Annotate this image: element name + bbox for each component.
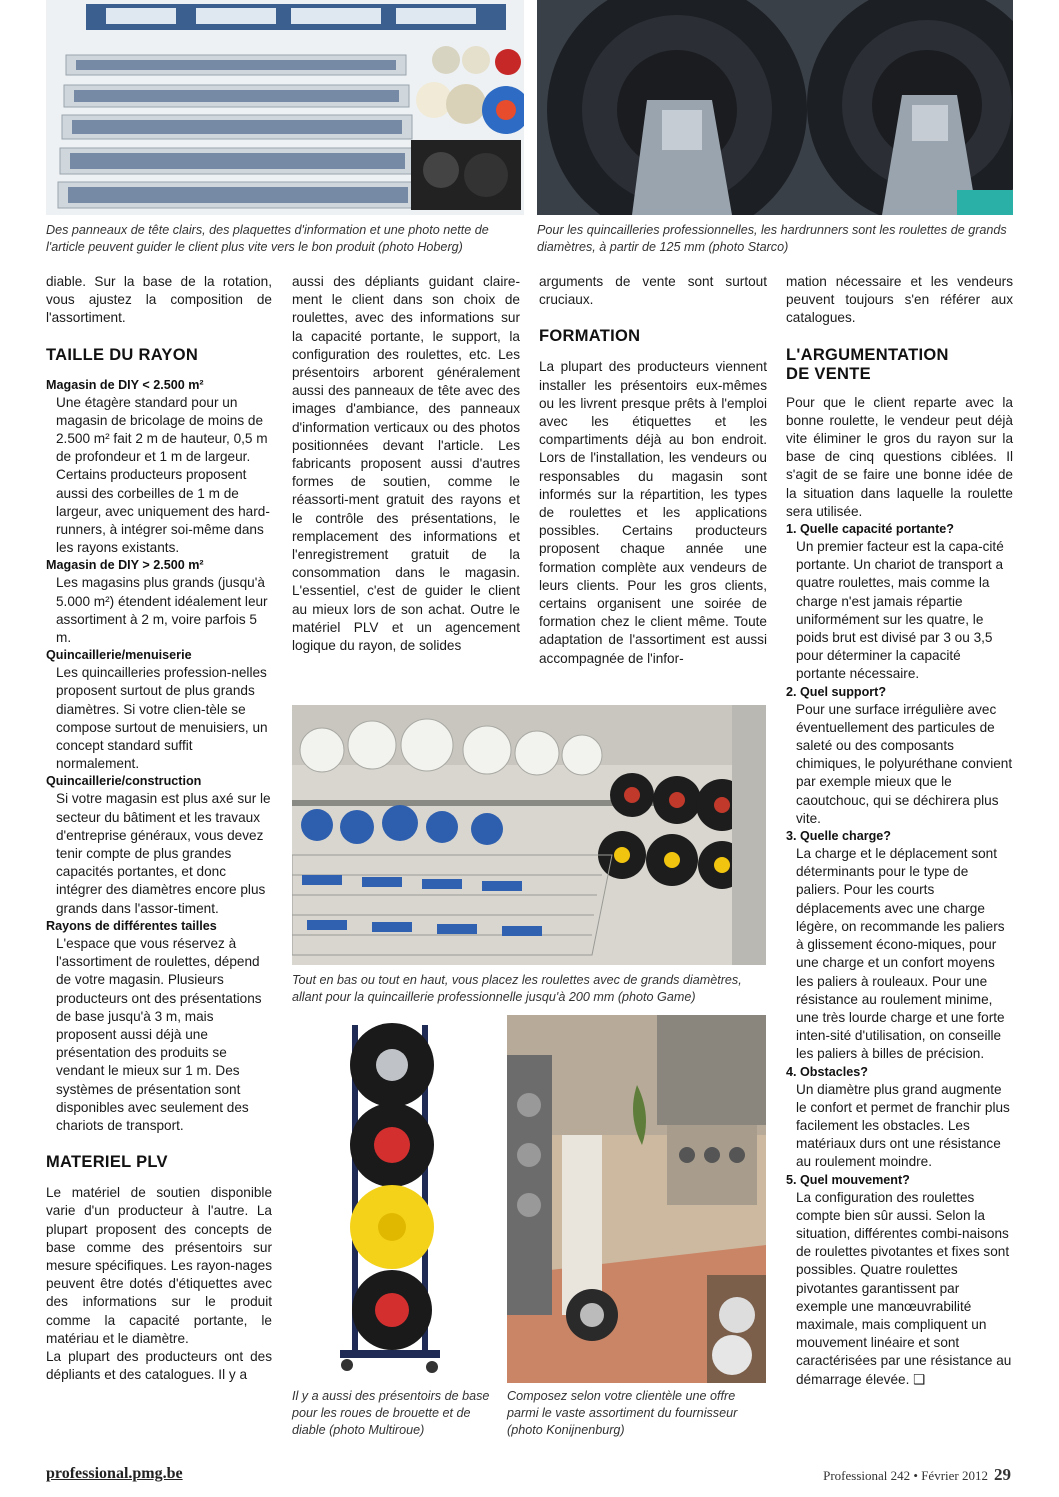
column-3 [539, 273, 767, 668]
col1-para-diy-small: Une étagère standard pour un magasin de bricolage de moins de 2.500 m² fait 2 m de hauteur, 0,5 m de profondeur et 1 m de largeur. Certains producteurs proposent aussi des corbeilles de 1 m de largeur, avec uniquement des hard-runners, à intégrer soi-même dans les rayons existants. [56, 394, 270, 556]
col1-para-diy-large: Les magasins plus grands (jusqu'à 5.000 m²) étendent idéalement leur assortiment à 2 m, voire parfois 5 m. [56, 575, 268, 646]
caption-bottom-left: Il y a aussi des présentoirs de base pour les roues de brouette et de diable (photo Multiroue) [292, 1389, 490, 1437]
subheading-rayons-tailles: Rayons de différentes tailles [46, 918, 217, 933]
heading-taille-du-rayon: TAILLE DU RAYON [46, 345, 199, 364]
subheading-quincaillerie-menuiserie: Quincaillerie/menuiserie [46, 648, 192, 663]
question-5: 5. Quel mouvement? [786, 1172, 910, 1187]
col1-para-construction: Si votre magasin est plus axé sur le secteur du bâtiment et les travaux d'entreprise généraux, vous devez tenir compte de plus grandes capacités portantes, et donc intégrer des diamètres encore plus grands dans l'assor-timent. [56, 791, 271, 916]
caption-bottom-right: Composez selon votre clientèle une offre parmi le vaste assortiment du fournisseur (photo Konijnenburg) [507, 1389, 738, 1437]
footer-issue: Professional 242 • Février 2012 [823, 1468, 988, 1483]
col4-para-argumentation: Pour que le client reparte avec la bonne roulette, le vendeur peut déjà vite éliminer le gros du rayon sur la base de cinq questions ciblées. Il s'agit de se faire une bonne idée de la situation dans laquelle la roulette sera utilisée. [786, 394, 1013, 519]
col3-intro: arguments de vente sont surtout cruciaux. [539, 274, 767, 308]
shelving-illustration [46, 0, 524, 215]
photo-hardrunner-wheels [537, 0, 1013, 215]
subheading-diy-large: Magasin de DIY > 2.500 m² [46, 558, 204, 573]
heading-argumentation-line2: DE VENTE [786, 364, 871, 383]
question-3: 3. Quelle charge? [786, 829, 891, 844]
question-1: 1. Quelle capacité portante? [786, 522, 954, 537]
answer-5: La configuration des roulettes compte bien sûr aussi. Selon la situation, différentes combi-naisons de roulettes pivotantes et fixes sont possibles. Quatre roulettes pivotantes garantissent par exemple une manœuvrabilité maximale, mais compliquent un mouvement linéaire et sont caractérisées par une résistance au démarrage élevée. ❑ [796, 1189, 1012, 1387]
answer-2: Pour une surface irrégulière avec éventuellement des particules de saleté ou des composants chimiques, le polyuréthane convient par exemple mieux que le caoutchouc, qui se déchirera plus vite. [796, 701, 1013, 826]
question-2: 2. Quel support? [786, 684, 887, 699]
col1-intro: diable. Sur la base de la rotation, vous ajustez la composition de l'assortiment. [46, 274, 272, 326]
heading-materiel-plv: MATERIEL PLV [46, 1153, 168, 1172]
heading-formation: FORMATION [539, 327, 641, 346]
wheel-stand-illustration [292, 1015, 492, 1383]
column-4 [786, 273, 1013, 1389]
answer-1: Un premier facteur est la capa-cité portante. Un chariot de transport a quatre roulettes, mais comme la charge n'est jamais répartie uniformément sur les quatre, le poids brut est divisé par 3 ou 3,5 pour déterminer la capacité portante nécessaire. [796, 539, 1004, 682]
photo-showroom [507, 1015, 766, 1383]
footer-website[interactable]: professional.pmg.be [46, 1465, 183, 1482]
caption-top-left: Des panneaux de tête clairs, des plaquettes d'information et une photo nette de l'article peuvent guider le client plus vite vers le bon produit (photo Hoberg) [46, 223, 489, 254]
footer-issue-info [823, 1465, 1011, 1485]
col4-intro: mation nécessaire et les vendeurs peuvent toujours s'en référer aux catalogues. [786, 274, 1013, 326]
col1-para-rayons: L'espace que vous réservez à l'assortiment de roulettes, dépend de votre magasin. Plusieurs producteurs ont des présentations de base jusqu'à 3 m, mais proposent aussi déjà une présentation des produits se vendant le mieux sur 1 m. Des systèmes de présentation sont disponibles avec seulement des chariots de transport. [56, 935, 262, 1133]
answer-3: La charge et le déplacement sont déterminants pour le type de paliers. Pour les courts déplacements avec une charge légère, on recommande les paliers à glissement écono-miques, pour une charge et un confort moyens les paliers à rouleaux. Pour une résistance au roulement minime, une très lourde charge et une forte inten-sité d'utilisation, on conseille les paliers à billes de précision. [796, 846, 1005, 1062]
heading-argumentation-line1: L'ARGUMENTATION [786, 345, 949, 364]
question-4: 4. Obstacles? [786, 1064, 868, 1079]
subheading-diy-small: Magasin de DIY < 2.500 m² [46, 377, 204, 392]
column-1 [46, 273, 272, 1384]
page-number: 29 [994, 1465, 1011, 1484]
col1-para-menuiserie: Les quincailleries profession-nelles proposent surtout de plus grands diamètres. Si votre clien-tèle se compose surtout de menuisiers, un concept standard suffit normalement. [56, 665, 268, 772]
store-display-illustration [292, 705, 766, 965]
subheading-quincaillerie-construction: Quincaillerie/construction [46, 774, 202, 789]
answer-4: Un diamètre plus grand augmente le confort et permet de franchir plus facilement les obstacles. Les matériaux durs ont une résistance au roulement moindre. [796, 1081, 1010, 1170]
caption-middle: Tout en bas ou tout en haut, vous placez les roulettes avec de grands diamètres, allant pour la quincaillerie professionnelle jusqu'à 200 mm (photo Game) [292, 973, 742, 1004]
showroom-illustration [507, 1015, 766, 1383]
photo-wheel-stand [292, 1015, 492, 1383]
photo-shelving-display [46, 0, 524, 215]
col1-para-depliants: La plupart des producteurs ont des dépliants et des catalogues. Il y a [46, 1348, 272, 1383]
column-2 [292, 273, 520, 655]
col2-para: aussi des dépliants guidant claire-ment le client dans son choix de roulettes, avec des informations sur la capacité portante, le support, la configuration des roulettes, etc. Les présentoirs arborent généralement aussi des panneaux de tête avec des images d'ambiance, des panneaux d'information verticaux ou des photos positionnées devant l'article. Les fabricants proposent aussi d'autres formes de soutien, comme le réassorti-ment gratuit des rayons et le contrôle des présentations, le remplacement des informations et l'enregistrement gratuit de la consommation dans le magasin. L'essentiel, c'est de guider le client au mieux lors de son achat. Outre le matériel PLV et un agencement logique du rayon, de solides [292, 274, 520, 654]
col3-para-formation: La plupart des producteurs viennent installer les présentoirs eux-mêmes ou les livrent presque prêts à l'emploi avec les étiquettes et les compartiments déjà au bon endroit. Lors de l'installation, les vendeurs ou responsables du magasin sont informés sur la répartition, les types de roulettes et les applications possibles. Certains producteurs proposent chaque année une formation complète aux vendeurs de leurs clients. Pour les gros clients, certains organisent une soirée de formation chez le client même. Toute adaptation de l'assortiment est aussi accompagnée de l'infor- [539, 359, 767, 666]
caption-top-right: Pour les quincailleries professionnelles, les hardrunners sont les roulettes de grands diamètres, à partir de 125 mm (photo Starco) [537, 223, 1007, 254]
photo-store-display [292, 705, 766, 965]
wheels-illustration [537, 0, 1013, 215]
col1-para-plv: Le matériel de soutien disponible varie d'un producteur à l'autre. La plupart proposent des concepts de base comme des présentoirs sur mesure spécifiques. Les rayon-nages peuvent être dotés d'étiquettes avec des informations sur le produit comme la capacité portante, le matériau et le diamètre. [46, 1185, 272, 1346]
